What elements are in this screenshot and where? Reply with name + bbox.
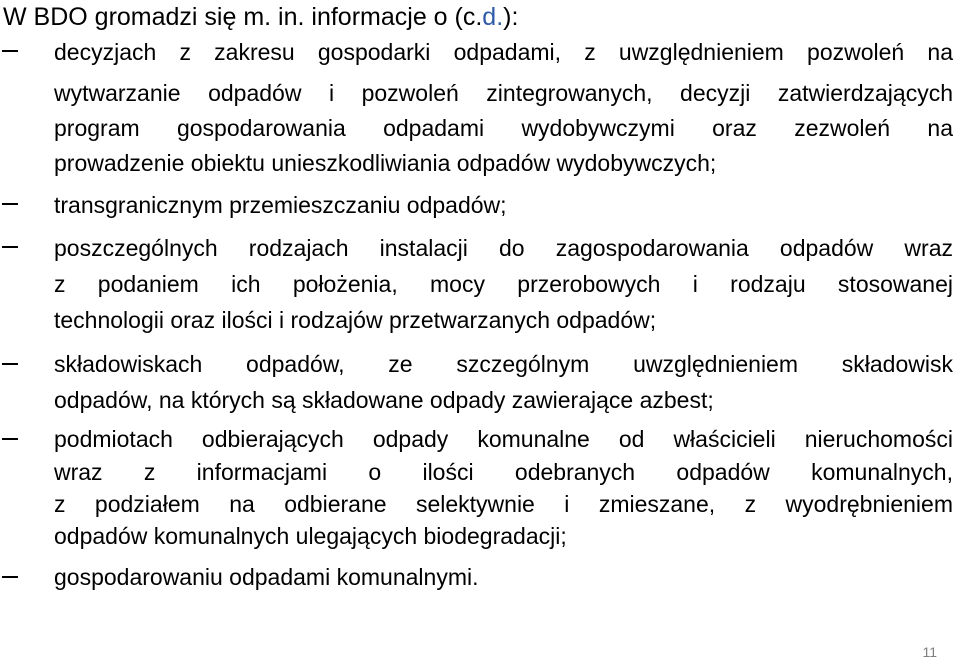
list-item-line: odpadów, na których są składowane odpady zawierające azbest;: [54, 387, 714, 413]
list-item-line: prowadzenie obiektu unieszkodliwiania odpadów wydobywczych;: [54, 150, 717, 176]
intro-suffix: ):: [503, 3, 519, 31]
list-item-line: gospodarowaniu odpadami komunalnymi.: [54, 564, 479, 590]
list-item-line: odpadów komunalnych ulegających biodegradacji;: [54, 523, 567, 549]
list-item-line: składowiskach odpadów, ze szczególnym uwzględnieniem składowisk: [54, 351, 953, 377]
list-item-line: z podziałem na odbierane selektywnie i zmieszane, z wyodrębnieniem: [54, 491, 953, 517]
list-item-line: technologii oraz ilości i rodzajów przetwarzanych odpadów;: [54, 307, 657, 333]
intro-accent: d.: [482, 3, 504, 31]
list-item-line: podmiotach odbierających odpady komunalne od właścicieli nieruchomości: [54, 426, 953, 452]
dash-bullet-icon: [2, 438, 18, 440]
dash-bullet-icon: [2, 203, 18, 205]
list-item-line: poszczególnych rodzajach instalacji do zagospodarowania odpadów wraz: [54, 235, 953, 261]
dash-bullet-icon: [2, 576, 18, 578]
intro-heading: [3, 2, 518, 32]
list-item-line: wraz z informacjami o ilości odebranych odpadów komunalnych,: [54, 459, 953, 485]
dash-bullet-icon: [2, 246, 18, 248]
list-item-line: transgranicznym przemieszczaniu odpadów;: [54, 192, 507, 218]
list-item-line: program gospodarowania odpadami wydobywczymi oraz zezwoleń na: [54, 115, 953, 141]
list-item-line: wytwarzanie odpadów i pozwoleń zintegrowanych, decyzji zatwierdzających: [54, 80, 953, 106]
list-item-line: z podaniem ich położenia, mocy przerobowych i rodzaju stosowanej: [54, 271, 953, 297]
list-item-line: decyzjach z zakresu gospodarki odpadami, z uwzględnieniem pozwoleń na: [54, 39, 953, 65]
page-number: 11: [922, 644, 937, 660]
dash-bullet-icon: [2, 50, 18, 52]
intro-prefix: W BDO gromadzi się m. in. informacje o (c.: [3, 3, 483, 31]
dash-bullet-icon: [2, 363, 18, 365]
